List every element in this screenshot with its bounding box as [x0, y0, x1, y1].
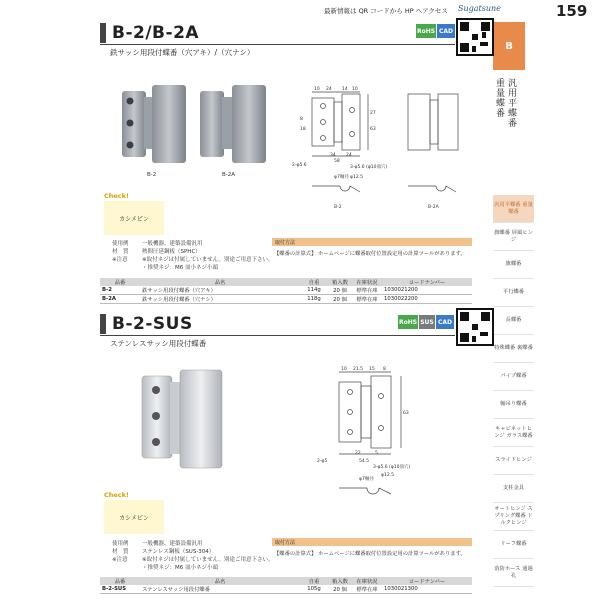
svg-text:φ7軸径: φ7軸径 — [359, 477, 374, 482]
svg-text:15: 15 — [369, 367, 375, 372]
svg-text:φ12.5: φ12.5 — [381, 473, 394, 478]
category-item[interactable]: パイプ蝶番 — [493, 363, 534, 391]
svg-text:24: 24 — [346, 153, 352, 158]
svg-text:10: 10 — [314, 87, 320, 92]
rohs-badge: RoHS — [416, 24, 436, 38]
qr-code-icon[interactable] — [456, 308, 494, 346]
category-item[interactable]: 平行蝶番 — [493, 279, 534, 307]
table-row: B-2-SUS ステンレスサッシ用段付蝶番 105g 20 個 標準在庫 1030021300 — [100, 585, 472, 594]
section1-spec: 使用例 一般機器、建築設備汎用 材 質 熱間圧延鋼板（SPHC） ※注意 ※取付ネジは付属していません。別途ご用意下さい。 ・推奨ネジ：M6 皿小ネジ小頭 — [112, 241, 274, 271]
svg-text:27: 27 — [370, 111, 376, 116]
svg-text:8: 8 — [300, 117, 303, 122]
svg-text:34: 34 — [330, 153, 336, 158]
section2-subtitle: ステンレスサッシ用段付蝶番 — [110, 339, 207, 348]
svg-text:2-φ5.6: 2-φ5.6 — [292, 163, 307, 168]
title-rule — [100, 44, 455, 45]
section1-technical-drawing — [290, 86, 475, 221]
svg-text:63: 63 — [370, 127, 376, 132]
svg-text:3-φ5.6 (φ10皿穴): 3-φ5.6 (φ10皿穴) — [373, 465, 411, 470]
category-item[interactable]: 支柱金具 — [493, 475, 534, 503]
check-label: Check! — [104, 491, 129, 499]
section2-spec: 使用例 一般機器、建築設備汎用 材 質 ステンレス鋼板（SUS-304） ※注意 ※取付ネジは付属していません。別途ご用意下さい。 ・推奨ネジ：M6 皿小ネジ小頭 — [112, 541, 274, 571]
vertical-title-primary: 汎用平蝶番 — [506, 78, 516, 128]
caption-b2a: B-2A — [222, 172, 236, 178]
section1-product-table: 品番 品名 自重 箱入数 在庫状況 コードナンバー B-2 鉄サッシ用段付蝶番（穴アキ） 114g 20 個 標準在庫 1030021200 B-2A 鉄サッシ用段付蝶番（穴ナシ） 118g 20 個 標準在庫 1030022200 — [100, 278, 472, 304]
install-method-header: 取付方法 — [272, 538, 472, 546]
check-label: Check! — [104, 192, 129, 200]
svg-text:18: 18 — [300, 127, 306, 132]
section2-technical-drawing — [315, 362, 465, 507]
svg-text:14: 14 — [342, 87, 348, 92]
category-item[interactable]: 汎用平蝶番 重量蝶番 — [493, 195, 534, 223]
svg-text:3-φ5.6 (φ10皿穴): 3-φ5.6 (φ10皿穴) — [350, 165, 388, 170]
title-rule — [100, 335, 455, 336]
cad-badge[interactable]: CAD — [437, 24, 455, 38]
check-feature-box: カシメピン — [104, 201, 164, 235]
title-bar — [100, 23, 106, 43]
table-row: B-2 鉄サッシ用段付蝶番（穴アキ） 114g 20 個 標準在庫 1030021200 — [100, 286, 472, 295]
install-method-note: 【蝶番の計算式】 ホームページに蝶番取付位置設定用の計算ツールがあります。 — [274, 551, 466, 557]
section2-product-table: 品番 品名 自重 箱入数 在庫状況 コードナンバー B-2-SUS ステンレスサッシ用段付蝶番 105g 20 個 標準在庫 1030021300 — [100, 577, 472, 594]
section2-product-photo — [140, 368, 250, 478]
section1-product-photos — [112, 85, 272, 175]
install-method-note: 【蝶番の計算式】 ホームページに蝶番取付位置設定用の計算ツールがあります。 — [274, 251, 466, 257]
cad-badge[interactable]: CAD — [436, 315, 454, 329]
hinge-b2a-photo — [200, 85, 266, 163]
category-item[interactable]: 軸吊り蝶番 — [493, 391, 534, 419]
svg-text:54.5: 54.5 — [359, 459, 370, 464]
vertical-title-secondary: 重量蝶番 — [494, 78, 504, 118]
category-item[interactable]: オートヒンジ スプリング蝶番 ドルクヒンジ — [493, 503, 534, 531]
svg-text:5: 5 — [375, 451, 378, 456]
section1-header — [100, 22, 199, 44]
category-item[interactable]: 消防ホース 通過孔 — [493, 559, 534, 587]
install-method-header: 取付方法 — [272, 238, 472, 246]
table-row: B-2A 鉄サッシ用段付蝶番（穴ナシ） 118g 20 個 標準在庫 1030022200 — [100, 295, 472, 304]
svg-text:10: 10 — [352, 87, 358, 92]
rohs-badge: RoHS — [398, 315, 418, 329]
page-number: 159 — [556, 2, 588, 20]
svg-text:24: 24 — [326, 87, 332, 92]
category-item[interactable]: キャビネットヒンジ ガラス蝶番 — [493, 419, 534, 447]
svg-text:58: 58 — [334, 159, 340, 164]
svg-text:21.5: 21.5 — [353, 367, 364, 372]
qr-access-note: 最新情報は QR コードから HP へアクセス — [324, 7, 448, 15]
svg-text:2-φ5: 2-φ5 — [317, 459, 328, 464]
svg-text:10: 10 — [341, 367, 347, 372]
section2-title: B-2-SUS — [112, 314, 193, 334]
svg-text:8: 8 — [383, 367, 386, 372]
section-tab[interactable]: B — [493, 22, 525, 70]
brand-logo: Sugatsune — [458, 4, 501, 13]
svg-text:φ12.5: φ12.5 — [350, 175, 363, 180]
svg-text:φ7軸径: φ7軸径 — [334, 175, 349, 180]
category-item[interactable]: スライドヒンジ — [493, 447, 534, 475]
category-index — [493, 195, 534, 587]
qr-code-icon[interactable] — [456, 18, 494, 56]
category-item[interactable]: 長蝶番 — [493, 307, 534, 335]
sus-badge: SUS — [419, 315, 435, 329]
category-item[interactable]: 旗蝶番 屏風ヒンジ — [493, 223, 534, 251]
section1-title: B-2/B-2A — [112, 23, 200, 43]
svg-text:B-2A: B-2A — [428, 205, 439, 210]
svg-text:63: 63 — [403, 411, 409, 416]
category-item[interactable]: 旗蝶番 — [493, 251, 534, 279]
category-item[interactable]: リーフ蝶番 — [493, 531, 534, 559]
svg-text:22: 22 — [355, 451, 361, 456]
svg-text:B-2: B-2 — [334, 205, 342, 210]
caption-b2: B-2 — [147, 172, 157, 178]
title-bar — [100, 314, 106, 334]
hinge-b2-photo — [122, 85, 186, 163]
section1-subtitle: 鉄サッシ用段付蝶番（穴アキ）/（穴ナシ） — [110, 48, 255, 57]
category-item[interactable]: 特殊蝶番 裏蝶番 — [493, 335, 534, 363]
section2-header — [100, 313, 193, 335]
check-feature-box: カシメピン — [104, 500, 164, 534]
